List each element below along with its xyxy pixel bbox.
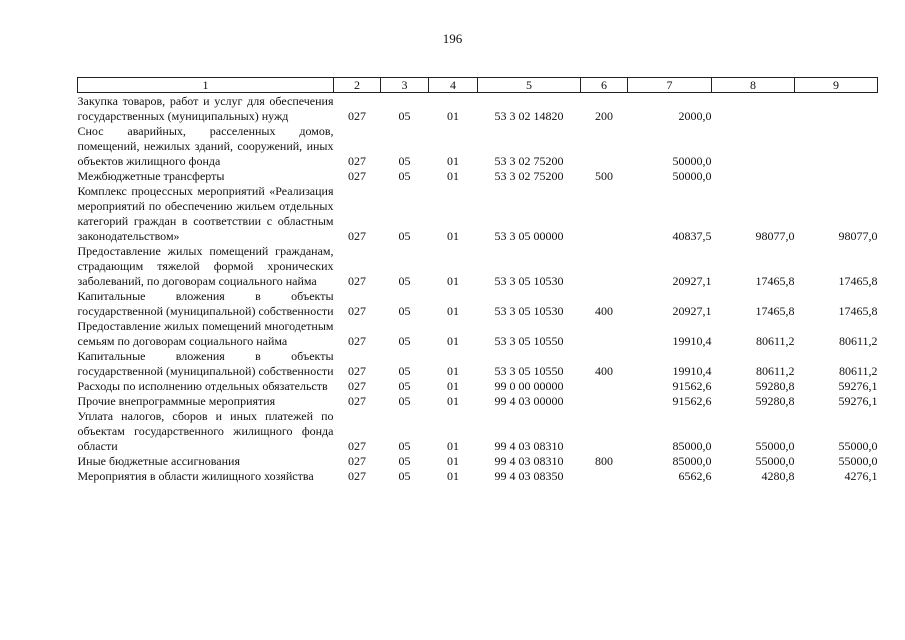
cell-amount-next: 55000,0 bbox=[755, 439, 795, 453]
cell-subsection: 01 bbox=[447, 439, 459, 453]
cell-subsection: 01 bbox=[447, 169, 459, 183]
cell-amount-next bbox=[712, 169, 795, 184]
cell-amount-current: 85000,0 bbox=[672, 454, 712, 468]
cell-amount-next: 55000,0 bbox=[755, 454, 795, 468]
cell-amount-current: 20927,1 bbox=[672, 274, 712, 288]
cell-expense-type: 400 bbox=[595, 304, 613, 318]
budget-table bbox=[77, 77, 878, 484]
cell-subsection: 01 bbox=[447, 109, 459, 123]
cell-subsection: 01 bbox=[447, 454, 459, 468]
item-name: Комплекс процессных мероприятий «Реализация мероприятий по обеспечению жильем отдельных категорий граждан в соответствии с областным законодательством» bbox=[77, 184, 334, 243]
table-row bbox=[78, 379, 878, 394]
cell-ministry: 027 bbox=[348, 364, 366, 378]
cell-amount-current: 91562,6 bbox=[672, 394, 712, 408]
item-name: Капитальные вложения в объекты государственной (муниципальной) собственности bbox=[77, 349, 334, 378]
col-header-1: 1 bbox=[78, 78, 334, 93]
item-name: Межбюджетные трансферты bbox=[77, 169, 225, 183]
cell-target-article: 53 3 02 75200 bbox=[494, 169, 564, 183]
table-row bbox=[78, 93, 878, 125]
cell-amount-current: 50000,0 bbox=[672, 169, 712, 183]
cell-target-article: 53 3 05 00000 bbox=[494, 229, 564, 243]
col-header-3: 3 bbox=[381, 78, 429, 93]
cell-ministry: 027 bbox=[348, 109, 366, 123]
col-header-4: 4 bbox=[429, 78, 478, 93]
cell-amount-current: 19910,4 bbox=[672, 364, 712, 378]
cell-section: 05 bbox=[398, 154, 411, 168]
cell-target-article: 53 3 05 10530 bbox=[494, 304, 564, 318]
cell-expense-type bbox=[581, 319, 628, 349]
cell-target-article: 99 4 03 08310 bbox=[494, 454, 564, 468]
table-row bbox=[78, 349, 878, 379]
col-header-6: 6 bbox=[581, 78, 628, 93]
cell-amount-current: 20927,1 bbox=[672, 304, 712, 318]
cell-amount-plan: 55000,0 bbox=[838, 454, 878, 468]
item-name: Мероприятия в области жилищного хозяйства bbox=[77, 469, 314, 483]
cell-target-article: 53 3 02 75200 bbox=[494, 154, 564, 168]
table-row bbox=[78, 184, 878, 244]
cell-subsection: 01 bbox=[447, 154, 459, 168]
item-name: Закупка товаров, работ и услуг для обеспечения государственных (муниципальных) нужд bbox=[77, 94, 334, 123]
cell-expense-type bbox=[581, 394, 628, 409]
col-header-5: 5 bbox=[478, 78, 581, 93]
cell-ministry: 027 bbox=[348, 394, 366, 408]
table-row bbox=[78, 454, 878, 469]
cell-amount-next: 4280,8 bbox=[761, 469, 795, 483]
cell-ministry: 027 bbox=[348, 469, 366, 483]
cell-section: 05 bbox=[398, 109, 411, 123]
cell-amount-next: 17465,8 bbox=[755, 274, 795, 288]
cell-amount-plan: 4276,1 bbox=[844, 469, 878, 483]
table-row bbox=[78, 169, 878, 184]
cell-section: 05 bbox=[398, 229, 411, 243]
cell-amount-plan: 59276,1 bbox=[838, 379, 878, 393]
cell-ministry: 027 bbox=[348, 274, 366, 288]
cell-expense-type bbox=[581, 409, 628, 454]
cell-ministry: 027 bbox=[348, 454, 366, 468]
cell-section: 05 bbox=[398, 334, 411, 348]
cell-amount-current: 2000,0 bbox=[678, 109, 712, 123]
cell-expense-type: 200 bbox=[595, 109, 613, 123]
cell-subsection: 01 bbox=[447, 334, 459, 348]
cell-ministry: 027 bbox=[348, 229, 366, 243]
cell-amount-next: 59280,8 bbox=[755, 379, 795, 393]
cell-subsection: 01 bbox=[447, 274, 459, 288]
cell-section: 05 bbox=[398, 379, 411, 393]
col-header-7: 7 bbox=[628, 78, 712, 93]
cell-amount-plan bbox=[795, 93, 878, 125]
cell-expense-type: 800 bbox=[595, 454, 613, 468]
cell-ministry: 027 bbox=[348, 169, 366, 183]
item-name: Прочие внепрограммные мероприятия bbox=[77, 394, 276, 408]
cell-ministry: 027 bbox=[348, 334, 366, 348]
item-name: Расходы по исполнению отдельных обязательств bbox=[77, 379, 328, 393]
cell-target-article: 53 3 05 10550 bbox=[494, 364, 564, 378]
page-number: 196 bbox=[442, 31, 463, 46]
cell-subsection: 01 bbox=[447, 394, 459, 408]
cell-expense-type bbox=[581, 379, 628, 394]
cell-amount-plan: 80611,2 bbox=[838, 364, 878, 378]
cell-subsection: 01 bbox=[447, 379, 459, 393]
cell-target-article: 99 4 03 08350 bbox=[494, 469, 564, 483]
cell-amount-plan: 59276,1 bbox=[838, 394, 878, 408]
cell-target-article: 99 4 03 08310 bbox=[494, 439, 564, 453]
cell-expense-type: 400 bbox=[595, 364, 613, 378]
cell-section: 05 bbox=[398, 439, 411, 453]
cell-amount-next bbox=[712, 93, 795, 125]
cell-amount-plan: 17465,8 bbox=[838, 274, 878, 288]
table-row bbox=[78, 469, 878, 484]
cell-section: 05 bbox=[398, 274, 411, 288]
cell-section: 05 bbox=[398, 454, 411, 468]
cell-amount-plan: 98077,0 bbox=[838, 229, 878, 243]
col-header-2: 2 bbox=[334, 78, 381, 93]
item-name: Предоставление жилых помещений многодетным семьям по договорам социального найма bbox=[77, 319, 334, 348]
cell-amount-next: 80611,2 bbox=[755, 334, 795, 348]
item-name: Уплата налогов, сборов и иных платежей по объектам государственного жилищного фонда области bbox=[77, 409, 334, 453]
cell-amount-plan bbox=[795, 169, 878, 184]
table-row bbox=[78, 409, 878, 454]
cell-expense-type bbox=[581, 469, 628, 484]
cell-amount-current: 91562,6 bbox=[672, 379, 712, 393]
cell-section: 05 bbox=[398, 304, 411, 318]
cell-amount-next: 59280,8 bbox=[755, 394, 795, 408]
cell-amount-next: 17465,8 bbox=[755, 304, 795, 318]
cell-subsection: 01 bbox=[447, 469, 459, 483]
cell-section: 05 bbox=[398, 469, 411, 483]
header-row bbox=[78, 78, 878, 93]
cell-amount-next: 98077,0 bbox=[755, 229, 795, 243]
cell-expense-type bbox=[581, 244, 628, 289]
cell-section: 05 bbox=[398, 394, 411, 408]
cell-amount-plan: 17465,8 bbox=[838, 304, 878, 318]
cell-ministry: 027 bbox=[348, 439, 366, 453]
col-header-9: 9 bbox=[795, 78, 878, 93]
cell-ministry: 027 bbox=[348, 154, 366, 168]
item-name: Капитальные вложения в объекты государственной (муниципальной) собственности bbox=[77, 289, 334, 318]
cell-amount-current: 19910,4 bbox=[672, 334, 712, 348]
cell-expense-type: 500 bbox=[595, 169, 613, 183]
cell-section: 05 bbox=[398, 169, 411, 183]
cell-target-article: 53 3 05 10530 bbox=[494, 274, 564, 288]
cell-section: 05 bbox=[398, 364, 411, 378]
cell-amount-plan bbox=[795, 124, 878, 169]
cell-ministry: 027 bbox=[348, 379, 366, 393]
cell-ministry: 027 bbox=[348, 304, 366, 318]
cell-target-article: 99 0 00 00000 bbox=[494, 379, 564, 393]
table-row bbox=[78, 124, 878, 169]
cell-target-article: 53 3 02 14820 bbox=[494, 109, 564, 123]
cell-amount-current: 85000,0 bbox=[672, 439, 712, 453]
item-name: Предоставление жилых помещений гражданам, страдающим тяжелой формой хронических заболеваний, по договорам социального найма bbox=[77, 244, 334, 288]
item-name: Иные бюджетные ассигнования bbox=[77, 454, 240, 468]
cell-subsection: 01 bbox=[447, 304, 459, 318]
table-row bbox=[78, 289, 878, 319]
cell-subsection: 01 bbox=[447, 229, 459, 243]
table-row bbox=[78, 394, 878, 409]
table-row bbox=[78, 244, 878, 289]
col-header-8: 8 bbox=[712, 78, 795, 93]
cell-target-article: 99 4 03 00000 bbox=[494, 394, 564, 408]
cell-expense-type bbox=[581, 184, 628, 244]
cell-amount-current: 50000,0 bbox=[672, 154, 712, 168]
cell-expense-type bbox=[581, 124, 628, 169]
table-row bbox=[78, 319, 878, 349]
cell-subsection: 01 bbox=[447, 364, 459, 378]
item-name: Снос аварийных, расселенных домов, помещений, нежилых зданий, сооружений, иных объектов жилищного фонда bbox=[77, 124, 334, 168]
cell-amount-next: 80611,2 bbox=[755, 364, 795, 378]
cell-amount-plan: 55000,0 bbox=[838, 439, 878, 453]
cell-amount-current: 40837,5 bbox=[672, 229, 712, 243]
cell-target-article: 53 3 05 10550 bbox=[494, 334, 564, 348]
cell-amount-plan: 80611,2 bbox=[838, 334, 878, 348]
cell-amount-next bbox=[712, 124, 795, 169]
cell-amount-current: 6562,6 bbox=[678, 469, 712, 483]
